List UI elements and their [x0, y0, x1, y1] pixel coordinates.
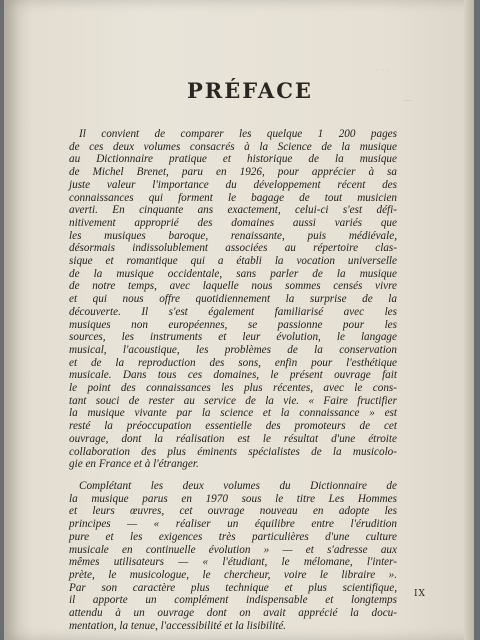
text-line: nitivement approprié des domaines aussi variés que: [69, 216, 397, 229]
text-line: de la musique occidentale, sans parler de la musique: [69, 267, 397, 280]
text-line: resté la préoccupation essentielle des promoteurs de cet: [69, 420, 397, 433]
text-line: et leurs œuvres, cet ouvrage nouveau en adopte les: [69, 505, 397, 518]
text-line: Par son caractère plus technique et plus scientifique,: [69, 581, 397, 594]
text-line: découverte. Il s'est également familiarisé avec les: [69, 305, 397, 318]
text-line: tant souci de rester au service de la vie. « Faire fructifier: [69, 394, 397, 407]
text-line: pure et les exigences très particulières d'une culture: [69, 530, 397, 543]
text-line: de Michel Brenet, paru en 1926, pour apprécier à sa: [69, 166, 397, 179]
text-line: musiques non européennes, se passionne pour les: [69, 318, 397, 331]
text-line: gie en France et à l'étranger.: [69, 458, 199, 471]
text-line: attendu à un ouvrage dont on avait apprécié la docu-: [69, 607, 397, 620]
text-line: le point des connaissances les plus récentes, avec le cons-: [69, 382, 397, 395]
text-line: désormais indissolublement associées au répertoire clas-: [69, 242, 397, 255]
text-line: musicale en continuelle évolution » — et s'adresse aux: [69, 543, 397, 556]
text-line: et de la reproduction des sons, enfin pour l'esthétique: [69, 356, 397, 369]
text-line: mentation, la tenue, l'accessibilité et la lisibilité.: [69, 619, 287, 632]
text-line: prète, le musicologue, le chercheur, voire le libraire ».: [69, 568, 397, 581]
text-line: averti. En cinquante ans exactement, celui-ci s'est défi-: [69, 204, 397, 217]
text-line: Il convient de comparer les quelque 1 200 pages: [79, 128, 397, 140]
text-line: musical, l'acoustique, les problèmes de la conservation: [69, 343, 397, 356]
text-line: les musiques baroque, renaissante, puis médiévale,: [69, 229, 397, 242]
page-title: PRÉFACE: [187, 78, 313, 103]
book-page: [4, 0, 474, 640]
text-line: Complétant les deux volumes du Dictionnaire de: [79, 479, 397, 492]
text-line: mêmes utilisateurs — « l'étudiant, le mélomane, l'inter-: [69, 556, 397, 569]
show-through-text: · · ·: [376, 66, 389, 75]
text-line: la musique parus en 1970 sous le titre Les Hommes: [69, 492, 397, 505]
text-line: juste valeur l'importance du développement récent des: [69, 178, 397, 191]
page-number: IX: [414, 589, 426, 599]
text-line: connaissances qui forment le bagage de tout musicien: [69, 191, 397, 204]
text-line: sique et romantique qui a établi la vocation universelle: [69, 255, 397, 268]
paragraph-1: [69, 128, 397, 471]
text-line: principes — « réaliser un équilibre entre l'érudition: [69, 518, 397, 531]
show-through-text: —: [404, 96, 412, 105]
text-line: sources, les instruments et leur évolution, le langage: [69, 331, 397, 344]
text-line: il apporte un complément indispensable et longtemps: [69, 594, 397, 607]
text-line: au Dictionnaire pratique et historique de la musique: [69, 153, 397, 166]
text-line: de ces deux volumes consacrés à la Science de la musique: [69, 140, 397, 153]
text-line: et qui nous offre quotidiennement la surprise de la: [69, 293, 397, 306]
paragraph-2: [69, 480, 397, 632]
text-line: musicale. Dans tous ces domaines, le présent ouvrage fait: [69, 369, 397, 382]
text-line: ouvrage, dont la réalisation est le résultat d'une étroite: [69, 432, 397, 445]
text-line: collaboration des plus éminents spécialistes de la musicolo-: [69, 445, 397, 458]
text-line: la musique vivante par la science et la connaissance » est: [69, 407, 397, 420]
text-line: de notre temps, avec laquelle nous sommes censés vivre: [69, 280, 397, 293]
page-edge: [464, 0, 474, 640]
preface-body: [69, 128, 397, 632]
